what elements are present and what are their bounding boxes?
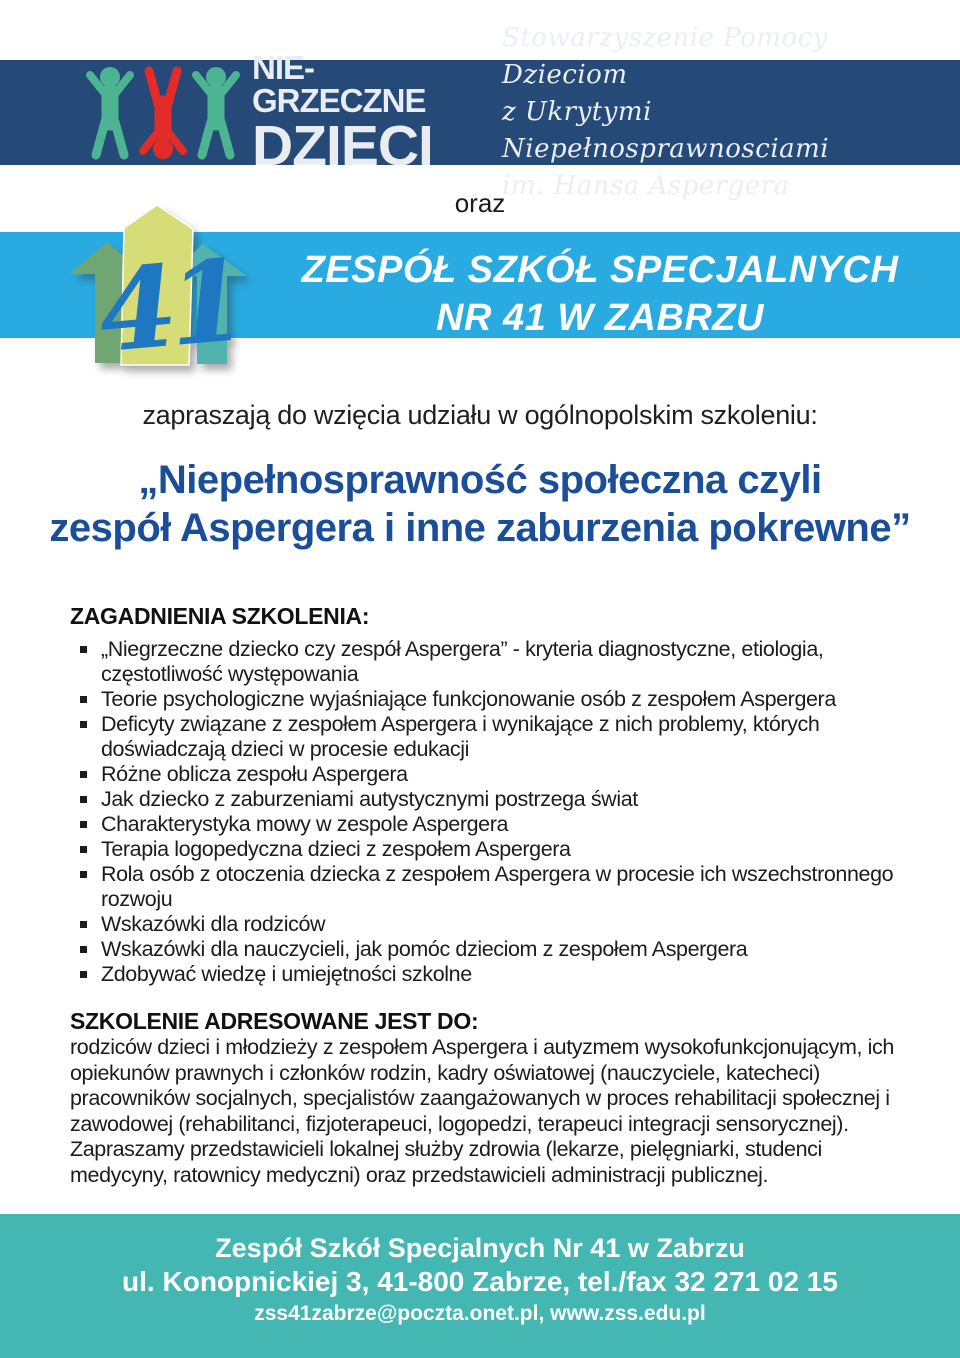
bullet-square-icon	[80, 846, 87, 853]
org-subtitle-line: Stowarzyszenie Pomocy Dzieciom	[502, 23, 828, 90]
org-subtitle-line: z Ukrytymi Niepełnosprawnosciami	[502, 97, 830, 164]
topic-item	[70, 787, 896, 812]
bullet-square-icon	[80, 946, 87, 953]
topic-item	[70, 837, 896, 862]
audience-heading: SZKOLENIE ADRESOWANE JEST DO:	[70, 1008, 479, 1034]
org-name-line2: DZIECI	[252, 113, 433, 178]
children-figures-icon	[84, 64, 242, 164]
footer-email-website: zss41zabrze@poczta.onet.pl, www.zss.edu.pl	[254, 1302, 706, 1325]
bullet-square-icon	[80, 971, 87, 978]
bullet-square-icon	[80, 921, 87, 928]
topics-heading: ZAGADNIENIA SZKOLENIA:	[70, 603, 370, 629]
topic-item-text: Wskazówki dla rodziców	[101, 912, 326, 936]
topic-item-text: Wskazówki dla nauczycieli, jak pomóc dzieciom z zespołem Aspergera	[101, 937, 748, 961]
topic-item	[70, 637, 896, 687]
topic-item	[70, 862, 896, 912]
topic-item	[70, 912, 896, 937]
school-name-line1: ZESPÓŁ SZKÓŁ SPECJALNYCH	[301, 249, 899, 291]
school-contact-footer	[0, 1214, 960, 1358]
audience-paragraph: rodziców dzieci i młodzieży z zespołem Aspergera i autyzmem wysokofunkcjonującym, ich opiekunów prawnych i członków rodzin, kadry oświatowej (nauczyciele, katecheci) pracowników socjalnych, specjalistów zaangażowanych w proces rehabilitacji społecznej i zawodowej (rehabilitanci, fizjoterapeuci, logopedzi, terapeuci integracji sensorycznej).	[70, 1035, 894, 1136]
topic-item-text: Terapia logopedyczna dzieci z zespołem Aspergera	[101, 837, 571, 861]
audience-paragraph: Zapraszamy przedstawicieli lokalnej służby zdrowia (lekarze, pielęgniarki, studenci medycyny, ratownicy medyczni) oraz przedstawicieli administracji publicznej.	[70, 1137, 822, 1187]
bullet-square-icon	[80, 796, 87, 803]
training-title-line1: „Niepełnosprawność społeczna czyli	[138, 458, 822, 502]
footer-address-phone: ul. Konopnickiej 3, 41-800 Zabrze, tel./fax 32 271 02 15	[122, 1266, 838, 1297]
topic-item	[70, 687, 896, 712]
org-subtitle	[502, 20, 960, 205]
school-name	[280, 246, 920, 342]
training-title-line2: zespół Aspergera i inne zaburzenia pokrewne”	[49, 506, 911, 550]
training-title	[0, 456, 960, 552]
topic-item-text: Teorie psychologiczne wyjaśniające funkcjonowanie osób z zespołem Aspergera	[101, 687, 836, 711]
school-house-41-icon	[60, 196, 280, 386]
bullet-square-icon	[80, 871, 87, 878]
bullet-square-icon	[80, 821, 87, 828]
org-name-line1: NIE-GRZECZNE	[252, 48, 426, 119]
topic-item	[70, 762, 896, 787]
org-subtitle-line: im. Hansa Aspergera	[502, 171, 790, 201]
org-header-band	[0, 23, 960, 201]
org-name	[252, 48, 474, 178]
invitation-text: zapraszają do wzięcia udziału w ogólnopolskim szkoleniu:	[142, 400, 818, 430]
poster-body	[70, 603, 896, 1188]
topic-item	[70, 937, 896, 962]
topic-item-text: „Niegrzeczne dziecko czy zespół Aspergera” - kryteria diagnostyczne, etiologia, częstotliwość występowania	[101, 637, 824, 686]
topic-item-text: Różne oblicza zespołu Aspergera	[101, 762, 408, 786]
topic-item-text: Deficyty związane z zespołem Aspergera i wynikające z nich problemy, których doświadczają dzieci w procesie edukacji	[101, 712, 820, 761]
topic-item-text: Rola osób z otoczenia dziecka z zespołem Aspergera w procesie ich wszechstronnego rozwoju	[101, 862, 894, 911]
school-name-line2: NR 41 W ZABRZU	[436, 297, 764, 339]
bullet-square-icon	[80, 696, 87, 703]
topic-item-text: Charakterystyka mowy w zespole Aspergera	[101, 812, 509, 836]
logo-number: 41	[93, 235, 245, 379]
topic-item	[70, 712, 896, 762]
bullet-square-icon	[80, 721, 87, 728]
connector-text: oraz	[454, 188, 506, 218]
footer-school-name: Zespół Szkół Specjalnych Nr 41 w Zabrzu	[215, 1233, 745, 1263]
topic-item-text: Jak dziecko z zaburzeniami autystycznymi postrzega świat	[101, 787, 638, 811]
bullet-square-icon	[80, 646, 87, 653]
topic-item	[70, 962, 896, 987]
topic-item	[70, 812, 896, 837]
bullet-square-icon	[80, 771, 87, 778]
topic-item-text: Zdobywać wiedzę i umiejętności szkolne	[101, 962, 472, 986]
topics-list	[70, 637, 896, 987]
